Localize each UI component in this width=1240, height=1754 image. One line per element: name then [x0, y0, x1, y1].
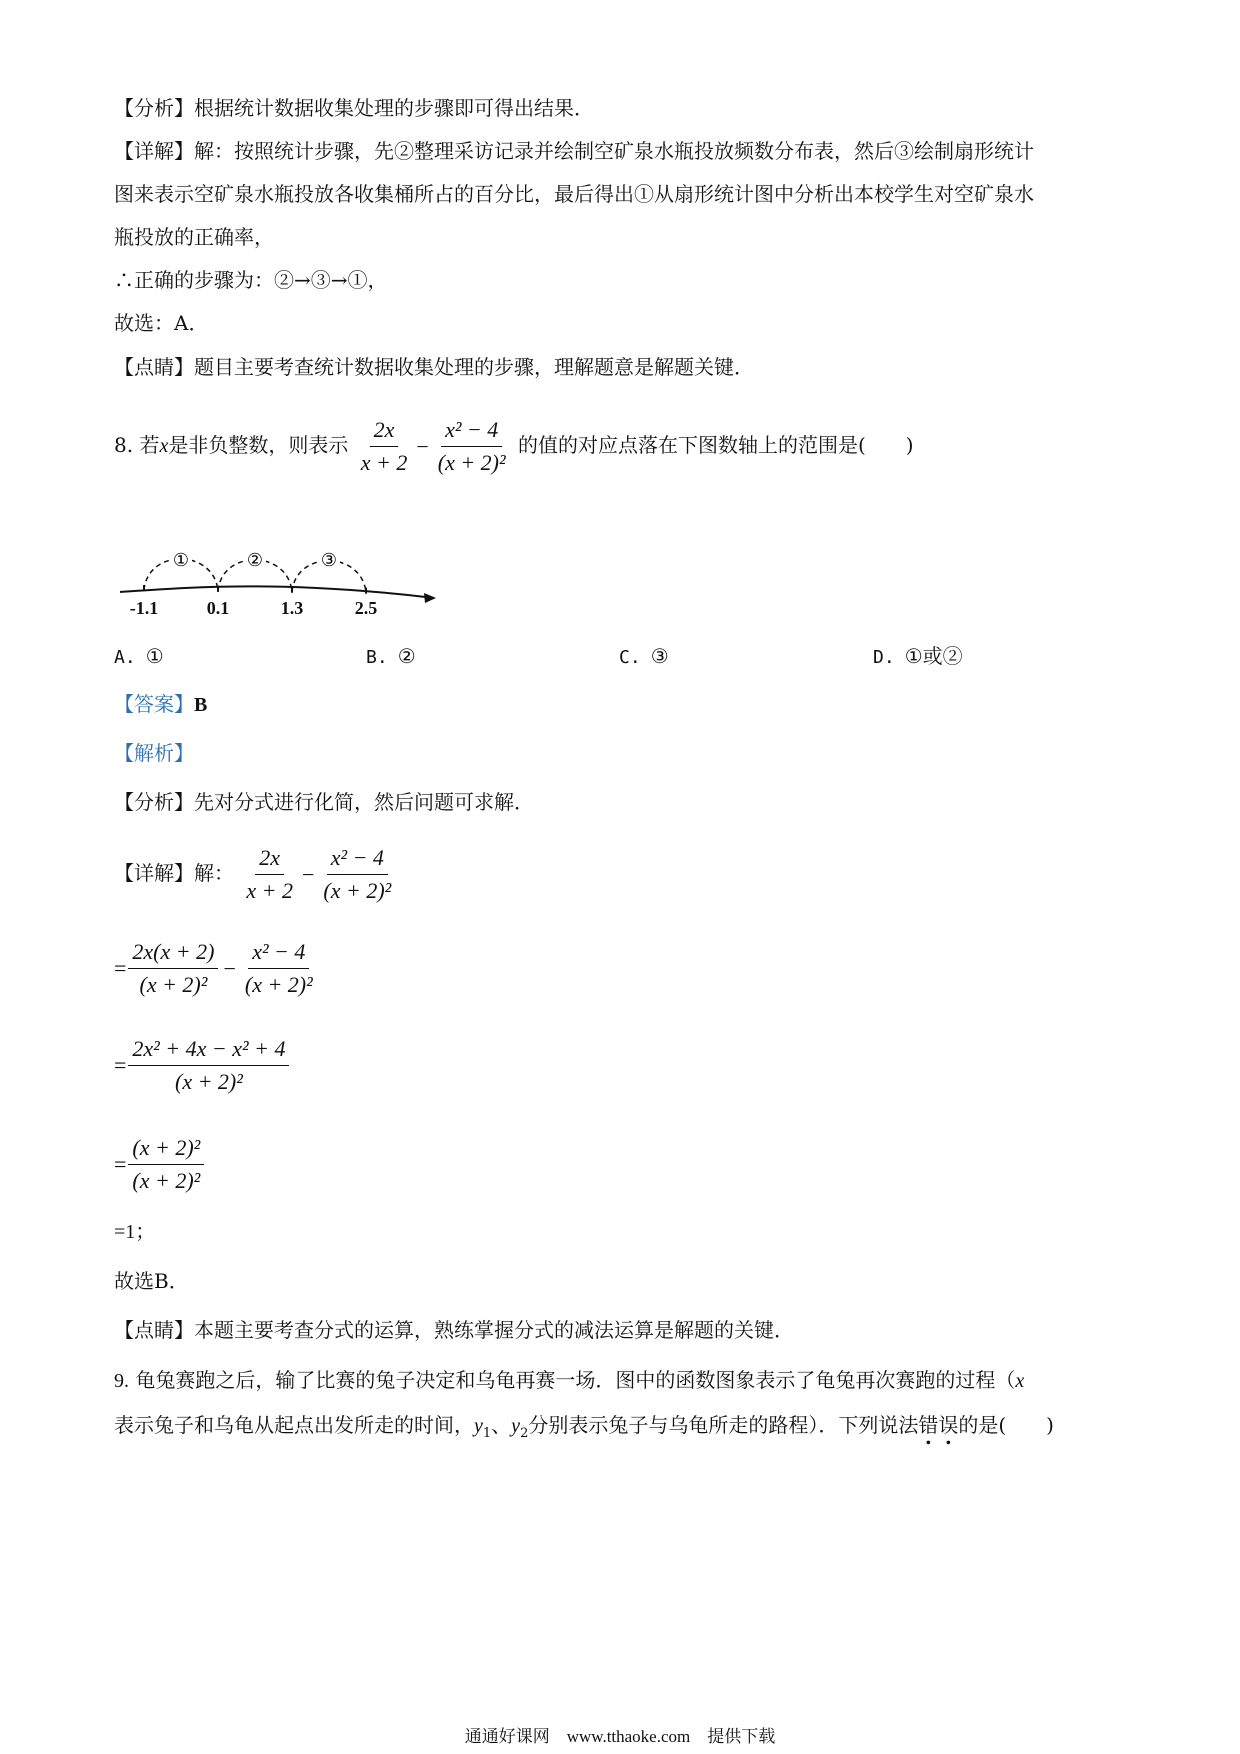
q9-text-2: 表示兔子和乌龟从起点出发所走的时间，	[114, 1413, 474, 1437]
option-c[interactable]	[619, 642, 669, 672]
var-y1: y	[474, 1415, 483, 1437]
option-b-label: B.	[366, 647, 388, 668]
analysis-tag: 【分析】	[114, 790, 194, 814]
fraction-2-den: (x + 2)²	[437, 450, 506, 475]
detail-fraction-2-num: x² − 4	[327, 844, 388, 875]
q8-stem	[114, 416, 914, 477]
step-3-den: (x + 2)²	[132, 1168, 201, 1193]
question-number: 9.	[114, 1370, 129, 1392]
tick-label-3: 2.5	[354, 598, 378, 618]
fraction-2	[434, 416, 510, 477]
equals-sign: =	[114, 955, 127, 981]
analysis-text: 根据统计数据收集处理的步骤即可得出结果．	[194, 96, 594, 120]
q9-line2	[114, 1411, 1054, 1448]
tick-label-2: 1.3	[280, 598, 304, 618]
option-a-text: ①	[145, 644, 164, 668]
q9-text-1: 龟兔赛跑之后，输了比赛的兔子决定和乌龟再赛一场．图中的函数图象表示了龟兔再次赛跑的过程（	[135, 1368, 1016, 1392]
fraction-1-num: 2x	[370, 416, 399, 447]
arc-label-2: ②	[246, 550, 264, 571]
detail-fraction-2	[319, 844, 395, 905]
emphasis-char-2: 误	[938, 1413, 959, 1437]
option-d-label: D.	[873, 647, 895, 668]
minus-sign: −	[416, 433, 429, 459]
q8-explain-tag: 【解析】	[114, 741, 194, 765]
detail-tag: 【详解】	[114, 861, 194, 885]
option-c-label: C.	[619, 647, 641, 668]
var-x: x	[159, 435, 169, 457]
arc-label-3: ③	[320, 550, 338, 571]
fraction-1-den: x + 2	[360, 450, 408, 475]
comment-text: 本题主要考查分式的运算，熟练掌握分式的减法运算是解题的关键．	[194, 1318, 794, 1342]
q8-detail	[114, 843, 397, 905]
fraction-2-num: x² − 4	[441, 416, 502, 447]
p7-choice: 故选：A．	[114, 311, 209, 335]
y1-subscript: 1	[482, 1426, 492, 1441]
p7-analysis	[114, 94, 594, 122]
option-c-text: ③	[650, 644, 669, 668]
step-3-num: (x + 2)²	[128, 1134, 204, 1165]
p7-detail-line1	[114, 137, 1034, 165]
tick-label-0: -1.1	[129, 598, 159, 618]
answer-tag: 【答案】	[114, 692, 194, 716]
solution-step-1	[114, 937, 319, 999]
detail-fraction-1-num: 2x	[255, 844, 284, 875]
option-d[interactable]	[873, 642, 963, 672]
step-1-minus: −	[223, 955, 236, 981]
step-1-num-b: x² − 4	[248, 938, 309, 969]
analysis-tag: 【分析】	[114, 96, 194, 120]
answer-value: B	[194, 694, 208, 716]
p7-detail-line3: 瓶投放的正确率，	[114, 225, 274, 249]
step-1-fraction-b	[241, 938, 317, 999]
detail-text: 解：按照统计步骤，先②整理采访记录并绘制空矿泉水瓶投放频数分布表，然后③绘制扇形统计	[194, 139, 1034, 163]
p7-conclusion: ∴正确的步骤为：②→③→①，	[114, 268, 388, 292]
detail-tag: 【详解】	[114, 139, 194, 163]
fraction-1	[357, 416, 412, 477]
stem-mid: 是非负整数，则表示	[168, 433, 349, 457]
separator: 、	[491, 1413, 512, 1437]
var-x: x	[1015, 1370, 1025, 1392]
comment-tag: 【点睛】	[114, 1318, 194, 1342]
emphasis-char-1: 错	[918, 1413, 939, 1437]
q8-comment	[114, 1316, 794, 1344]
comment-text: 题目主要考查统计数据收集处理的步骤，理解题意是解题关键．	[194, 355, 754, 379]
q9-text-4: 的是( )	[958, 1413, 1054, 1437]
page-footer: 通通好课网 www.tthaoke.com 提供下载	[464, 1727, 776, 1746]
step-3-fraction	[128, 1134, 204, 1195]
q8-answer	[114, 690, 207, 719]
equals-sign: =	[114, 1052, 127, 1078]
detail-fraction-1-den: x + 2	[246, 878, 293, 903]
solution-step-2	[114, 1034, 291, 1096]
step-1-den-a: (x + 2)²	[139, 972, 208, 997]
tick-label-1: 0.1	[206, 598, 230, 618]
analysis-text: 先对分式进行化简，然后问题可求解．	[194, 790, 534, 814]
step-2-fraction	[128, 1035, 289, 1096]
option-b-text: ②	[397, 644, 416, 668]
var-y2: y	[511, 1415, 521, 1437]
number-line-axis	[120, 586, 434, 598]
option-b[interactable]	[366, 642, 416, 672]
option-a[interactable]	[114, 642, 164, 672]
p7-detail-line2: 图来表示空矿泉水瓶投放各收集桶所占的百分比，最后得出①从扇形统计图中分析出本校学生对空矿泉水	[114, 182, 1034, 206]
step-1-num-a: 2x(x + 2)	[128, 938, 218, 969]
step-2-den: (x + 2)²	[175, 1069, 243, 1094]
option-d-text: ①或②	[904, 644, 963, 668]
solution-step-3	[114, 1133, 206, 1195]
q9-line1	[114, 1366, 1024, 1395]
q8-analysis	[114, 788, 534, 816]
arc-label-1: ①	[172, 550, 190, 571]
detail-fraction-1	[242, 844, 297, 905]
stem-pre: 若	[139, 433, 160, 457]
axis-arrow	[424, 593, 436, 603]
solution-result: =1；	[114, 1221, 156, 1243]
detail-minus: −	[301, 861, 315, 887]
step-2-num: 2x² + 4x − x² + 4	[128, 1035, 289, 1066]
detail-fraction-2-den: (x + 2)²	[323, 878, 392, 903]
q8-choice: 故选B．	[114, 1269, 189, 1293]
equals-sign: =	[114, 1151, 127, 1177]
number-line-figure	[114, 540, 454, 620]
comment-tag: 【点睛】	[114, 355, 194, 379]
step-1-den-b: (x + 2)²	[244, 972, 313, 997]
p7-comment	[114, 353, 754, 381]
question-number: 8.	[114, 433, 134, 457]
y2-subscript: 2	[520, 1426, 529, 1441]
step-1-fraction-a	[128, 938, 218, 999]
detail-intro: 解：	[194, 861, 234, 885]
option-a-label: A.	[114, 647, 136, 668]
stem-post: 的值的对应点落在下图数轴上的范围是( )	[517, 433, 914, 457]
q9-text-3: 分别表示兔子与乌龟所走的路程）．下列说法	[528, 1413, 919, 1437]
